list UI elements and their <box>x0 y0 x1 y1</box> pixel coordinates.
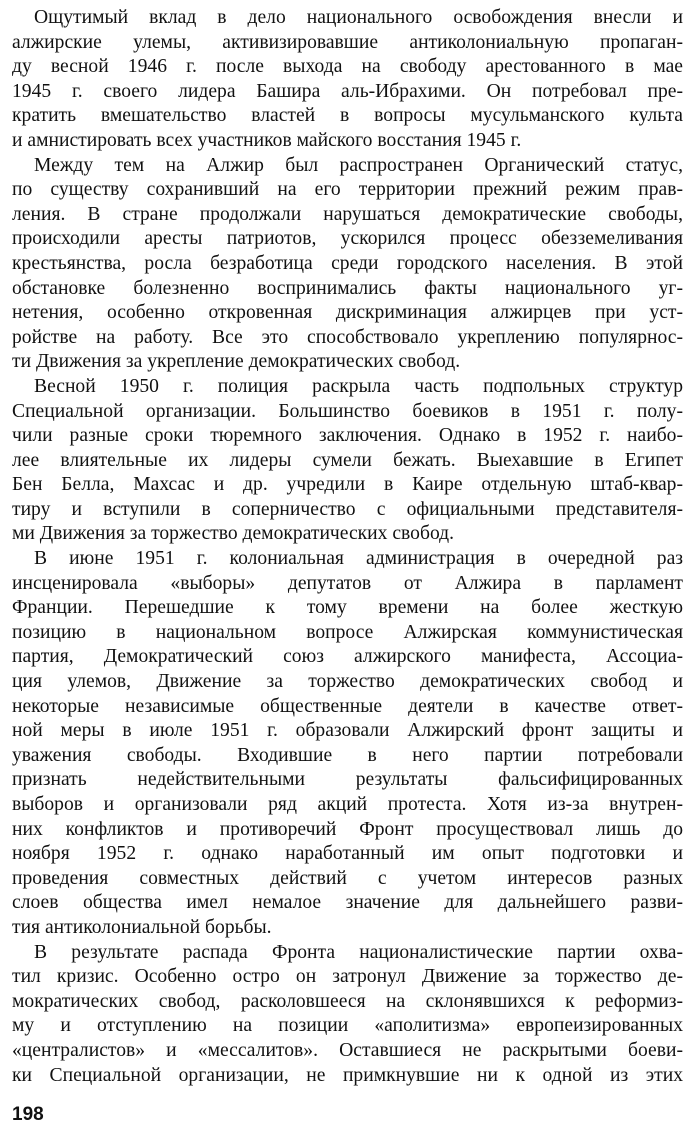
text-line: некоторые независимые общественные деятели в качестве ответ- <box>12 695 683 717</box>
text-line: них конфликтов и противоречий Фронт просуществовал лишь до <box>12 818 683 840</box>
text-line: инсценировала «выборы» депутатов от Алжира в парламент <box>12 572 683 594</box>
text-line: ция улемов, Движение за торжество демократических свобод и <box>12 671 683 693</box>
text-line: ми Движения за торжество демократических свобод. <box>12 523 455 545</box>
text-line: выборов и организовали ряд акций протеста. Хотя из-за внутрен- <box>12 794 683 815</box>
text-line: алжирские улемы, активизировавшие антиколониальную пропаган- <box>12 31 683 53</box>
text-line: признать недействительными результаты фальсифицированных <box>12 769 683 791</box>
text-line: уважения свободы. Входившие в него партии потребовали <box>12 744 683 766</box>
paragraph <box>12 154 683 375</box>
text-line: В результате распада Фронта националистические партии охва- <box>34 941 683 963</box>
text-line: Франции. Перешедшие к тому времени на более жесткую <box>12 597 683 619</box>
text-line: «централистов» и «мессалитов». Оставшиеся не раскрытыми боеви- <box>12 1039 683 1061</box>
text-line: обстановке болезненно воспринимались факты национального уг- <box>12 277 683 299</box>
text-line: В июне 1951 г. колониальная администрация в очередной раз <box>34 548 683 570</box>
text-line: 1945 г. своего лидера Башира аль-Ибрахими. Он потребовал пре- <box>12 80 683 102</box>
text-line: Специальной организации. Большинство боевиков в 1951 г. полу- <box>12 400 683 422</box>
text-line: слоев общества имел немалое значение для дальнейшего разви- <box>12 892 683 914</box>
text-line: ки Специальной организации, не примкнувшие ни к одной из этих <box>12 1064 683 1086</box>
text-line: проведения совместных действий с учетом интересов разных <box>12 867 683 889</box>
page-number: 198 <box>12 1104 44 1125</box>
body-text <box>12 6 683 1088</box>
text-line: ной меры в июле 1951 г. образовали Алжирский фронт защиты и <box>12 720 683 742</box>
paragraph <box>12 547 683 941</box>
text-line: крестьянства, росла безработица среди городского населения. В этой <box>12 252 683 274</box>
text-line: мократических свобод, расколовшееся на склонявшихся к реформиз- <box>12 990 683 1012</box>
text-line: и амнистировать всех участников майского восстания 1945 г. <box>12 129 522 151</box>
text-line: Бен Белла, Махсас и др. учредили в Каире отдельную штаб-квар- <box>12 474 683 496</box>
text-line: тиру и вступили в соперничество с официальными представителя- <box>12 498 683 520</box>
text-line: Весной 1950 г. полиция раскрыла часть подпольных структур <box>34 375 683 397</box>
text-line: Между тем на Алжир был распространен Органический статус, <box>34 154 683 176</box>
text-line: ду весной 1946 г. после выхода на свободу арестованного в мае <box>12 56 683 78</box>
text-line: происходили аресты патриотов, ускорился процесс обезземеливания <box>12 228 683 250</box>
text-line: ти Движения за укрепление демократических свобод. <box>12 351 461 373</box>
text-line: тия антиколониальной борьбы. <box>12 916 272 938</box>
text-line: тил кризис. Особенно остро он затронул Движение за торжество де- <box>12 966 683 988</box>
text-line: ноября 1952 г. однако наработанный им опыт подготовки и <box>12 843 683 865</box>
text-line: нетения, особенно откровенная дискриминация алжирцев при уст- <box>12 302 683 324</box>
text-line: ройстве на работу. Все это способствовало укреплению популярнос- <box>12 326 683 348</box>
text-line: кратить вмешательство властей в вопросы мусульманского культа <box>12 105 683 127</box>
text-line: позицию в национальном вопросе Алжирская коммунистическая <box>12 621 683 643</box>
text-line: лее влиятельные их лидеры сумели бежать. Выехавшие в Египет <box>12 449 683 471</box>
paragraph <box>12 6 683 154</box>
text-line: партия, Демократический союз алжирского манифеста, Ассоциа- <box>12 646 683 668</box>
paragraph <box>12 375 683 547</box>
text-line: по существу сохранивший на его территории прежний режим прав- <box>12 179 683 201</box>
text-line: чили разные сроки тюремного заключения. Однако в 1952 г. наибо- <box>12 425 683 447</box>
paragraph <box>12 941 683 1089</box>
text-line: му и отступлению на позиции «аполитизма» европеизированных <box>12 1015 683 1037</box>
text-line: ления. В стране продолжали нарушаться демократические свободы, <box>12 203 683 225</box>
text-line: Ощутимый вклад в дело национального освобождения внесли и <box>34 7 683 28</box>
